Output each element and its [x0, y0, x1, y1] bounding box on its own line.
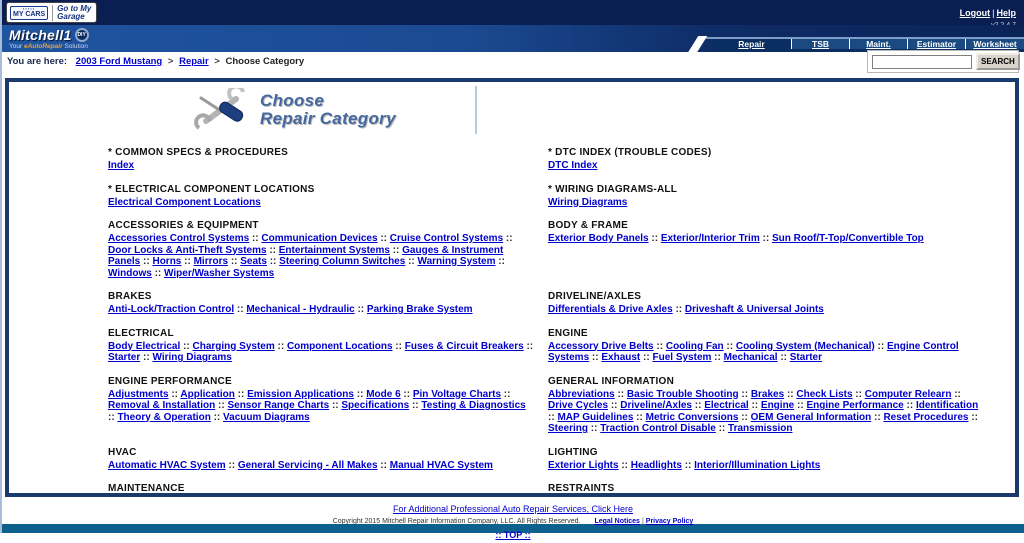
tab-estimator[interactable]: Estimator: [908, 39, 966, 49]
category-heading: MAINTENANCE: [108, 483, 185, 494]
link-separator: ::: [640, 352, 653, 363]
link-separator: ::: [874, 340, 887, 352]
breadcrumb-separator: >: [167, 56, 174, 67]
category-link[interactable]: Gauges & Instrument Panels: [108, 244, 504, 267]
link-separator: ::: [501, 388, 511, 400]
tab-tsb[interactable]: TSB: [792, 39, 850, 49]
legal-notices-link[interactable]: Legal Notices: [594, 518, 640, 525]
link-separator: ::: [409, 400, 422, 411]
link-separator: ::: [871, 411, 884, 423]
category-links: [548, 233, 984, 245]
category-section: [108, 291, 535, 316]
category-link[interactable]: Engine Performance: [806, 400, 904, 411]
link-separator: ::: [777, 352, 790, 363]
category-link[interactable]: OEM General Information: [750, 411, 872, 423]
diy-badge-icon: DIY: [75, 28, 89, 42]
category-section: [548, 220, 984, 279]
category-link[interactable]: Drive Cycles: [548, 400, 609, 411]
link-separator: ::: [608, 400, 621, 411]
category-section: [108, 376, 535, 435]
category-link[interactable]: Cruise Control Systems: [389, 233, 504, 244]
link-separator: ::: [234, 388, 248, 400]
category-link[interactable]: Mirrors: [193, 256, 229, 267]
category-link[interactable]: Wiper/Washer Systems: [164, 267, 275, 279]
search-input[interactable]: [872, 55, 972, 69]
category-links: [108, 496, 535, 497]
copyright-text: Copyright 2015 Mitchell Repair Information Company, LLC. All Rights Reserved.: [332, 518, 581, 525]
link-separator: ::: [715, 423, 729, 434]
category-link[interactable]: Windows: [108, 267, 152, 279]
link-separator: ::: [353, 388, 367, 400]
link-separator: ::: [108, 411, 118, 423]
category-link[interactable]: Entertainment Systems: [278, 244, 390, 256]
category-link[interactable]: Basic Trouble Shooting: [626, 388, 739, 400]
category-link[interactable]: Headlights: [630, 459, 682, 471]
link-separator: ::: [215, 400, 228, 411]
category-heading: BRAKES: [108, 291, 152, 302]
link-separator: ::: [495, 256, 505, 267]
category-link[interactable]: Identification: [915, 400, 979, 411]
link-separator: ::: [653, 340, 666, 352]
category-links: [108, 160, 535, 172]
category-link[interactable]: Driveline/Axles: [620, 400, 692, 411]
link-separator: ::: [852, 388, 865, 400]
category-link[interactable]: Pin Voltage Charts: [412, 388, 502, 400]
category-link[interactable]: Component Locations: [286, 340, 393, 352]
category-link[interactable]: Accessories Control Systems: [108, 233, 250, 244]
category-link[interactable]: MAP Guidelines: [557, 411, 634, 423]
category-link[interactable]: Exterior/Interior Trim: [660, 233, 760, 244]
link-separator: ::: [711, 352, 724, 363]
category-link[interactable]: Mechanical - Hydraulic: [246, 304, 355, 315]
mitchell1-logo: [9, 27, 89, 50]
brand-nav-bar: [2, 25, 1024, 52]
link-separator: ::: [738, 411, 751, 423]
category-link[interactable]: Cooling Fan: [665, 340, 724, 352]
category-link[interactable]: Parking Brake System: [366, 304, 473, 315]
link-separator: ::: [968, 411, 978, 423]
link-separator: ::: [266, 244, 279, 256]
link-separator: ::: [648, 233, 661, 244]
link-separator: ::: [681, 459, 695, 471]
license-plate-icon: [10, 6, 48, 20]
category-heading: HVAC: [108, 446, 137, 458]
category-link[interactable]: Testing & Diagnostics: [421, 400, 526, 411]
additional-services-link[interactable]: For Additional Professional Auto Repair Services, Click Here: [392, 504, 634, 514]
category-section: [548, 328, 984, 364]
category-link[interactable]: Body Electrical: [108, 340, 181, 352]
category-heading: ACCESSORIES & EQUIPMENT: [108, 220, 259, 231]
category-link[interactable]: Index: [108, 160, 135, 171]
category-section: [108, 220, 535, 279]
page-title: [260, 92, 396, 128]
link-separator: ::: [672, 304, 685, 315]
category-link[interactable]: Mode 6: [366, 388, 401, 400]
footer: [2, 497, 1024, 540]
category-heading: ELECTRICAL: [108, 327, 174, 339]
logout-link[interactable]: Logout: [959, 8, 991, 18]
category-links: [108, 389, 535, 424]
page-title-line2: Repair Category: [260, 109, 396, 128]
category-link[interactable]: Engine Control Systems: [548, 340, 959, 363]
category-links: [108, 341, 535, 364]
category-section: [108, 483, 535, 497]
privacy-policy-link[interactable]: Privacy Policy: [645, 518, 694, 525]
plate-decor: ▪▪▪▪▪: [23, 5, 36, 11]
pipe-divider: |: [641, 518, 644, 525]
category-link[interactable]: Computer Relearn: [864, 388, 952, 400]
category-link[interactable]: Wiring Diagrams: [548, 196, 628, 208]
tab-highlight-line: [706, 37, 1024, 39]
tab-repair[interactable]: Repair: [712, 39, 792, 49]
category-link[interactable]: Adjustments: [108, 388, 169, 400]
category-link[interactable]: Abbreviations: [548, 388, 615, 400]
category-link[interactable]: Mechanical: [723, 352, 778, 363]
category-heading: ENGINE: [548, 327, 588, 339]
category-grid: [108, 147, 1015, 497]
diagonal-stripe-decor: [686, 36, 707, 52]
breadcrumb-separator: >: [214, 56, 220, 67]
category-link[interactable]: Accessory Drive Belts: [548, 340, 654, 352]
category-link[interactable]: [108, 496, 163, 497]
link-separator: ::: [140, 256, 153, 267]
category-link[interactable]: Sun Roof/T-Top/Convertible Top: [771, 233, 924, 244]
brand-name: Mitchell1: [9, 27, 72, 43]
category-section: [108, 184, 535, 209]
category-link[interactable]: Application: [180, 388, 235, 400]
link-separator: ::: [377, 459, 390, 471]
link-separator: ::: [354, 304, 367, 315]
link-separator: ::: [180, 340, 193, 352]
link-separator: ::: [503, 233, 513, 244]
category-section: [108, 328, 535, 364]
link-separator: ::: [181, 256, 194, 267]
category-link[interactable]: Fuses & Circuit Breakers: [404, 340, 524, 352]
breadcrumb-current: Choose Category: [225, 56, 305, 67]
link-separator: ::: [392, 340, 405, 352]
link-separator: ::: [329, 400, 342, 411]
link-separator: ::: [588, 423, 601, 434]
category-link[interactable]: Starter: [789, 352, 823, 363]
category-link[interactable]: Removal & Installation: [108, 400, 216, 411]
category-section: [548, 483, 984, 497]
link-separator: ::: [274, 340, 287, 352]
tab-maint[interactable]: Maint.: [850, 39, 908, 49]
category-heading: * WIRING DIAGRAMS-ALL: [548, 183, 678, 195]
link-separator: ::: [614, 388, 627, 400]
brand-tagline: Your eAutoRepair Solution: [9, 43, 88, 50]
category-links: [108, 460, 535, 472]
category-section: [548, 447, 984, 472]
category-links: [548, 460, 984, 472]
link-separator: ::: [589, 352, 602, 363]
my-cars-garage-button[interactable]: [6, 2, 97, 23]
category-link[interactable]: Exhaust: [601, 352, 641, 363]
link-separator: ::: [405, 256, 418, 267]
link-separator: ::: [151, 267, 165, 279]
link-separator: ::: [400, 388, 413, 400]
link-separator: ::: [951, 388, 961, 400]
link-separator: ::: [249, 233, 262, 244]
category-section: [548, 376, 984, 435]
category-link[interactable]: Check Lists: [796, 388, 853, 400]
category-link[interactable]: Door Locks & Anti-Theft Systems: [108, 244, 267, 256]
link-separator: ::: [723, 340, 736, 352]
category-links: [548, 496, 984, 497]
search-button[interactable]: SEARCH: [976, 53, 1020, 70]
category-section: [548, 291, 984, 316]
link-separator: ::: [738, 388, 751, 400]
link-separator: ::: [210, 411, 224, 423]
category-link[interactable]: Wiring Diagrams: [152, 352, 232, 363]
category-link[interactable]: Specifications: [341, 400, 410, 411]
category-link[interactable]: Steering: [548, 423, 589, 434]
category-link[interactable]: Anti-Lock/Traction Control: [108, 304, 235, 315]
category-links: [108, 233, 535, 279]
link-separator: ::: [225, 459, 238, 471]
category-link[interactable]: Vacuum Diagrams: [223, 411, 310, 423]
breadcrumb-vehicle-link[interactable]: 2003 Ford Mustang: [75, 56, 163, 67]
category-section: [548, 147, 984, 172]
link-separator: ::: [633, 411, 646, 423]
category-link[interactable]: Exterior Body Panels: [548, 233, 649, 244]
category-link[interactable]: [592, 496, 723, 497]
category-links: [548, 341, 984, 364]
link-separator: ::: [168, 388, 181, 400]
category-link[interactable]: Manual HVAC System: [389, 459, 493, 471]
category-heading: LIGHTING: [548, 446, 598, 458]
link-separator: ::: [748, 400, 761, 411]
category-link[interactable]: Charging System: [192, 340, 275, 352]
category-links: [548, 304, 984, 316]
category-link[interactable]: Horns: [152, 256, 182, 267]
category-link[interactable]: Sensor Range Charts: [227, 400, 330, 411]
category-section: [108, 447, 535, 472]
link-separator: ::: [140, 352, 153, 363]
category-link[interactable]: Exterior Lights: [548, 459, 619, 471]
category-heading: * DTC INDEX (TROUBLE CODES): [548, 147, 712, 158]
category-links: [108, 197, 535, 209]
link-separator: ::: [903, 400, 916, 411]
category-heading: ENGINE PERFORMANCE: [108, 375, 232, 387]
link-separator: ::: [523, 340, 534, 352]
link-separator: ::: [548, 411, 558, 423]
link-separator: ::: [759, 233, 772, 244]
category-link[interactable]: Emission Applications: [247, 388, 354, 400]
tab-worksheet[interactable]: Worksheet: [973, 38, 1017, 49]
link-separator: ::: [618, 459, 631, 471]
category-link[interactable]: [548, 496, 580, 497]
category-heading: * COMMON SPECS & PROCEDURES: [108, 147, 289, 158]
category-link[interactable]: Cooling System (Mechanical): [735, 340, 875, 352]
category-heading: RESTRAINTS: [548, 483, 615, 494]
category-links: [548, 389, 984, 435]
link-separator: ::: [234, 304, 247, 315]
page-title-line1: Choose: [260, 91, 325, 110]
link-separator: ::: [794, 400, 807, 411]
category-link[interactable]: Traction Control Disable: [600, 423, 716, 434]
category-link[interactable]: Differentials & Drive Axles: [548, 304, 673, 315]
category-link[interactable]: Theory & Operation: [117, 411, 211, 423]
link-separator: ::: [784, 388, 797, 400]
breadcrumb-prefix: You are here:: [7, 56, 68, 67]
category-link[interactable]: Electrical: [704, 400, 749, 411]
category-link[interactable]: Engine: [760, 400, 795, 411]
go-to-my-garage-label: Go to My Garage: [52, 5, 91, 21]
pipe-divider: |: [992, 8, 995, 18]
link-separator: ::: [266, 256, 280, 267]
plate-label: MY CARS: [13, 10, 46, 18]
link-separator: ::: [691, 400, 705, 411]
category-link[interactable]: Metric Conversions: [645, 411, 739, 423]
page-header: [190, 86, 477, 134]
category-links: [548, 160, 984, 172]
category-link[interactable]: Interior/Illumination Lights: [694, 459, 821, 471]
category-section: [548, 184, 984, 209]
help-link[interactable]: Help: [996, 8, 1016, 18]
main-content-panel: [5, 78, 1019, 497]
category-link[interactable]: Steering Column Switches: [279, 256, 406, 267]
crossed-tools-icon: [194, 88, 248, 132]
category-link[interactable]: Starter: [108, 352, 141, 363]
category-link[interactable]: Electrical Component Locations: [108, 196, 261, 208]
link-separator: [580, 496, 592, 497]
category-heading: DRIVELINE/AXLES: [548, 291, 642, 302]
category-heading: BODY & FRAME: [548, 220, 629, 231]
category-link[interactable]: Fuel System: [652, 352, 712, 363]
link-separator: ::: [228, 256, 241, 267]
category-link[interactable]: Reset Procedures: [883, 411, 969, 423]
category-links: [548, 197, 984, 209]
category-link[interactable]: Seats: [240, 256, 267, 267]
link-separator: ::: [377, 233, 390, 244]
top-bar: [2, 0, 1024, 25]
category-link[interactable]: Communication Devices: [261, 233, 378, 244]
category-link[interactable]: Warning System: [417, 256, 496, 267]
category-link[interactable]: Transmission: [728, 423, 793, 434]
breadcrumb-repair-link[interactable]: Repair: [179, 56, 209, 67]
category-section: [108, 147, 535, 172]
category-link[interactable]: Brakes: [750, 388, 785, 400]
category-link[interactable]: DTC Index: [548, 160, 598, 171]
category-link[interactable]: Driveshaft & Universal Joints: [684, 304, 824, 315]
category-links: [108, 304, 535, 316]
category-link[interactable]: General Servicing - All Makes: [237, 459, 378, 471]
search-panel: [867, 50, 1019, 73]
back-to-top-link[interactable]: :: TOP ::: [495, 530, 531, 540]
category-heading: * ELECTRICAL COMPONENT LOCATIONS: [108, 183, 315, 195]
category-link[interactable]: Automatic HVAC System: [108, 459, 226, 471]
link-separator: ::: [389, 244, 403, 256]
category-heading: GENERAL INFORMATION: [548, 375, 675, 387]
